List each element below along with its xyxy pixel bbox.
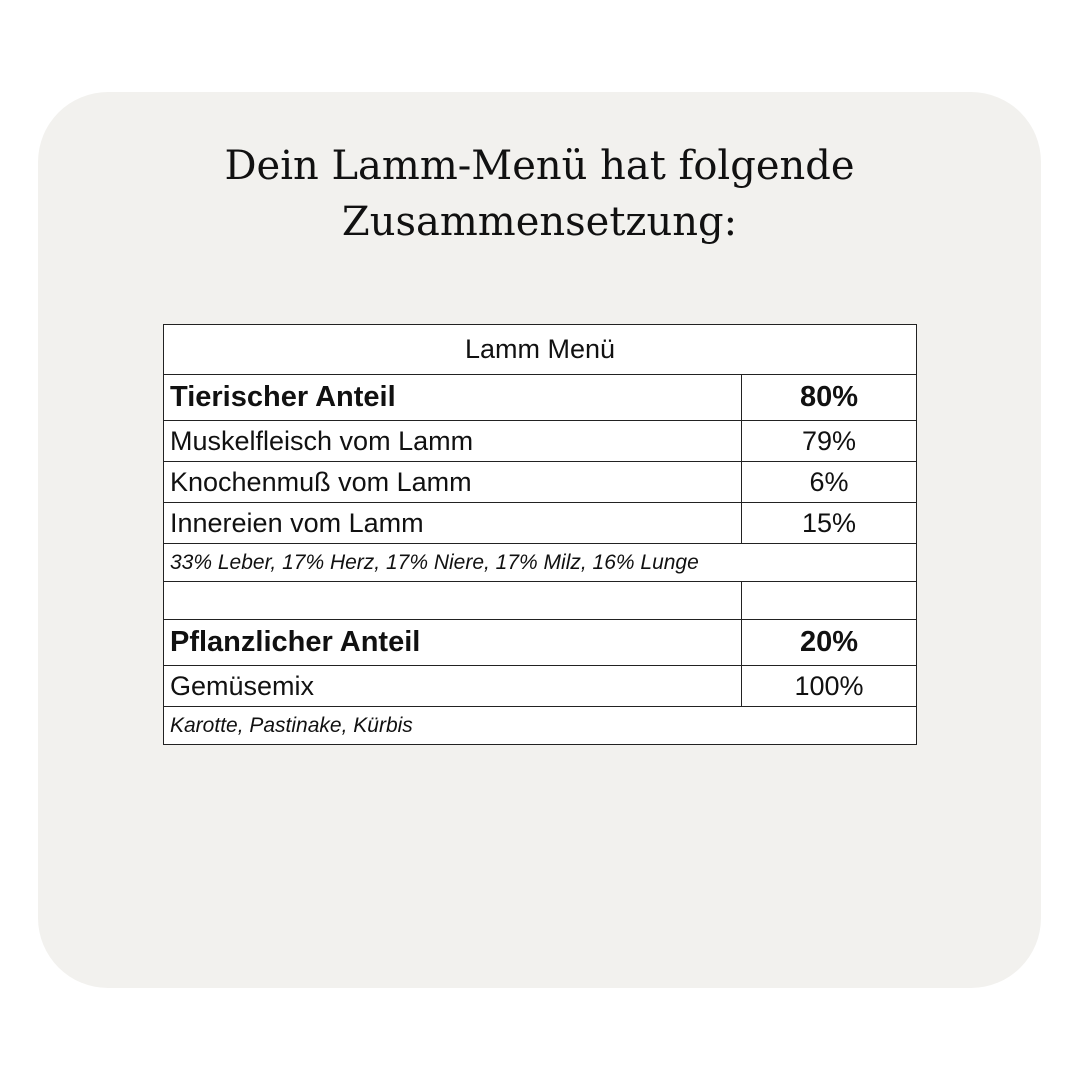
item-value: 79% — [742, 421, 917, 462]
group-value-animal: 80% — [742, 375, 917, 421]
table-row — [164, 666, 917, 707]
composition-table — [163, 324, 917, 745]
table-row-spacer — [164, 582, 917, 620]
item-label: Innereien vom Lamm — [164, 503, 742, 544]
item-value: 6% — [742, 462, 917, 503]
table-row — [164, 462, 917, 503]
group-label-animal: Tierischer Anteil — [164, 375, 742, 421]
table-title-row — [164, 325, 917, 375]
table-row — [164, 503, 917, 544]
group-value-plant: 20% — [742, 620, 917, 666]
table-row — [164, 544, 917, 582]
item-label: Muskelfleisch vom Lamm — [164, 421, 742, 462]
item-value: 15% — [742, 503, 917, 544]
note-animal: 33% Leber, 17% Herz, 17% Niere, 17% Milz, 16% Lunge — [164, 544, 917, 582]
heading-line-1: Dein Lamm-Menü hat folgende — [224, 143, 855, 189]
table-row — [164, 620, 917, 666]
empty-cell — [164, 582, 742, 620]
page-heading — [38, 138, 1041, 250]
item-label: Gemüsemix — [164, 666, 742, 707]
heading-line-2: Zusammensetzung: — [341, 199, 738, 245]
table-row — [164, 421, 917, 462]
table-row — [164, 707, 917, 745]
group-label-plant: Pflanzlicher Anteil — [164, 620, 742, 666]
content-card — [38, 92, 1041, 988]
empty-cell — [742, 582, 917, 620]
item-label: Knochenmuß vom Lamm — [164, 462, 742, 503]
note-plant: Karotte, Pastinake, Kürbis — [164, 707, 917, 745]
item-value: 100% — [742, 666, 917, 707]
table-title: Lamm Menü — [164, 325, 917, 375]
table-row — [164, 375, 917, 421]
